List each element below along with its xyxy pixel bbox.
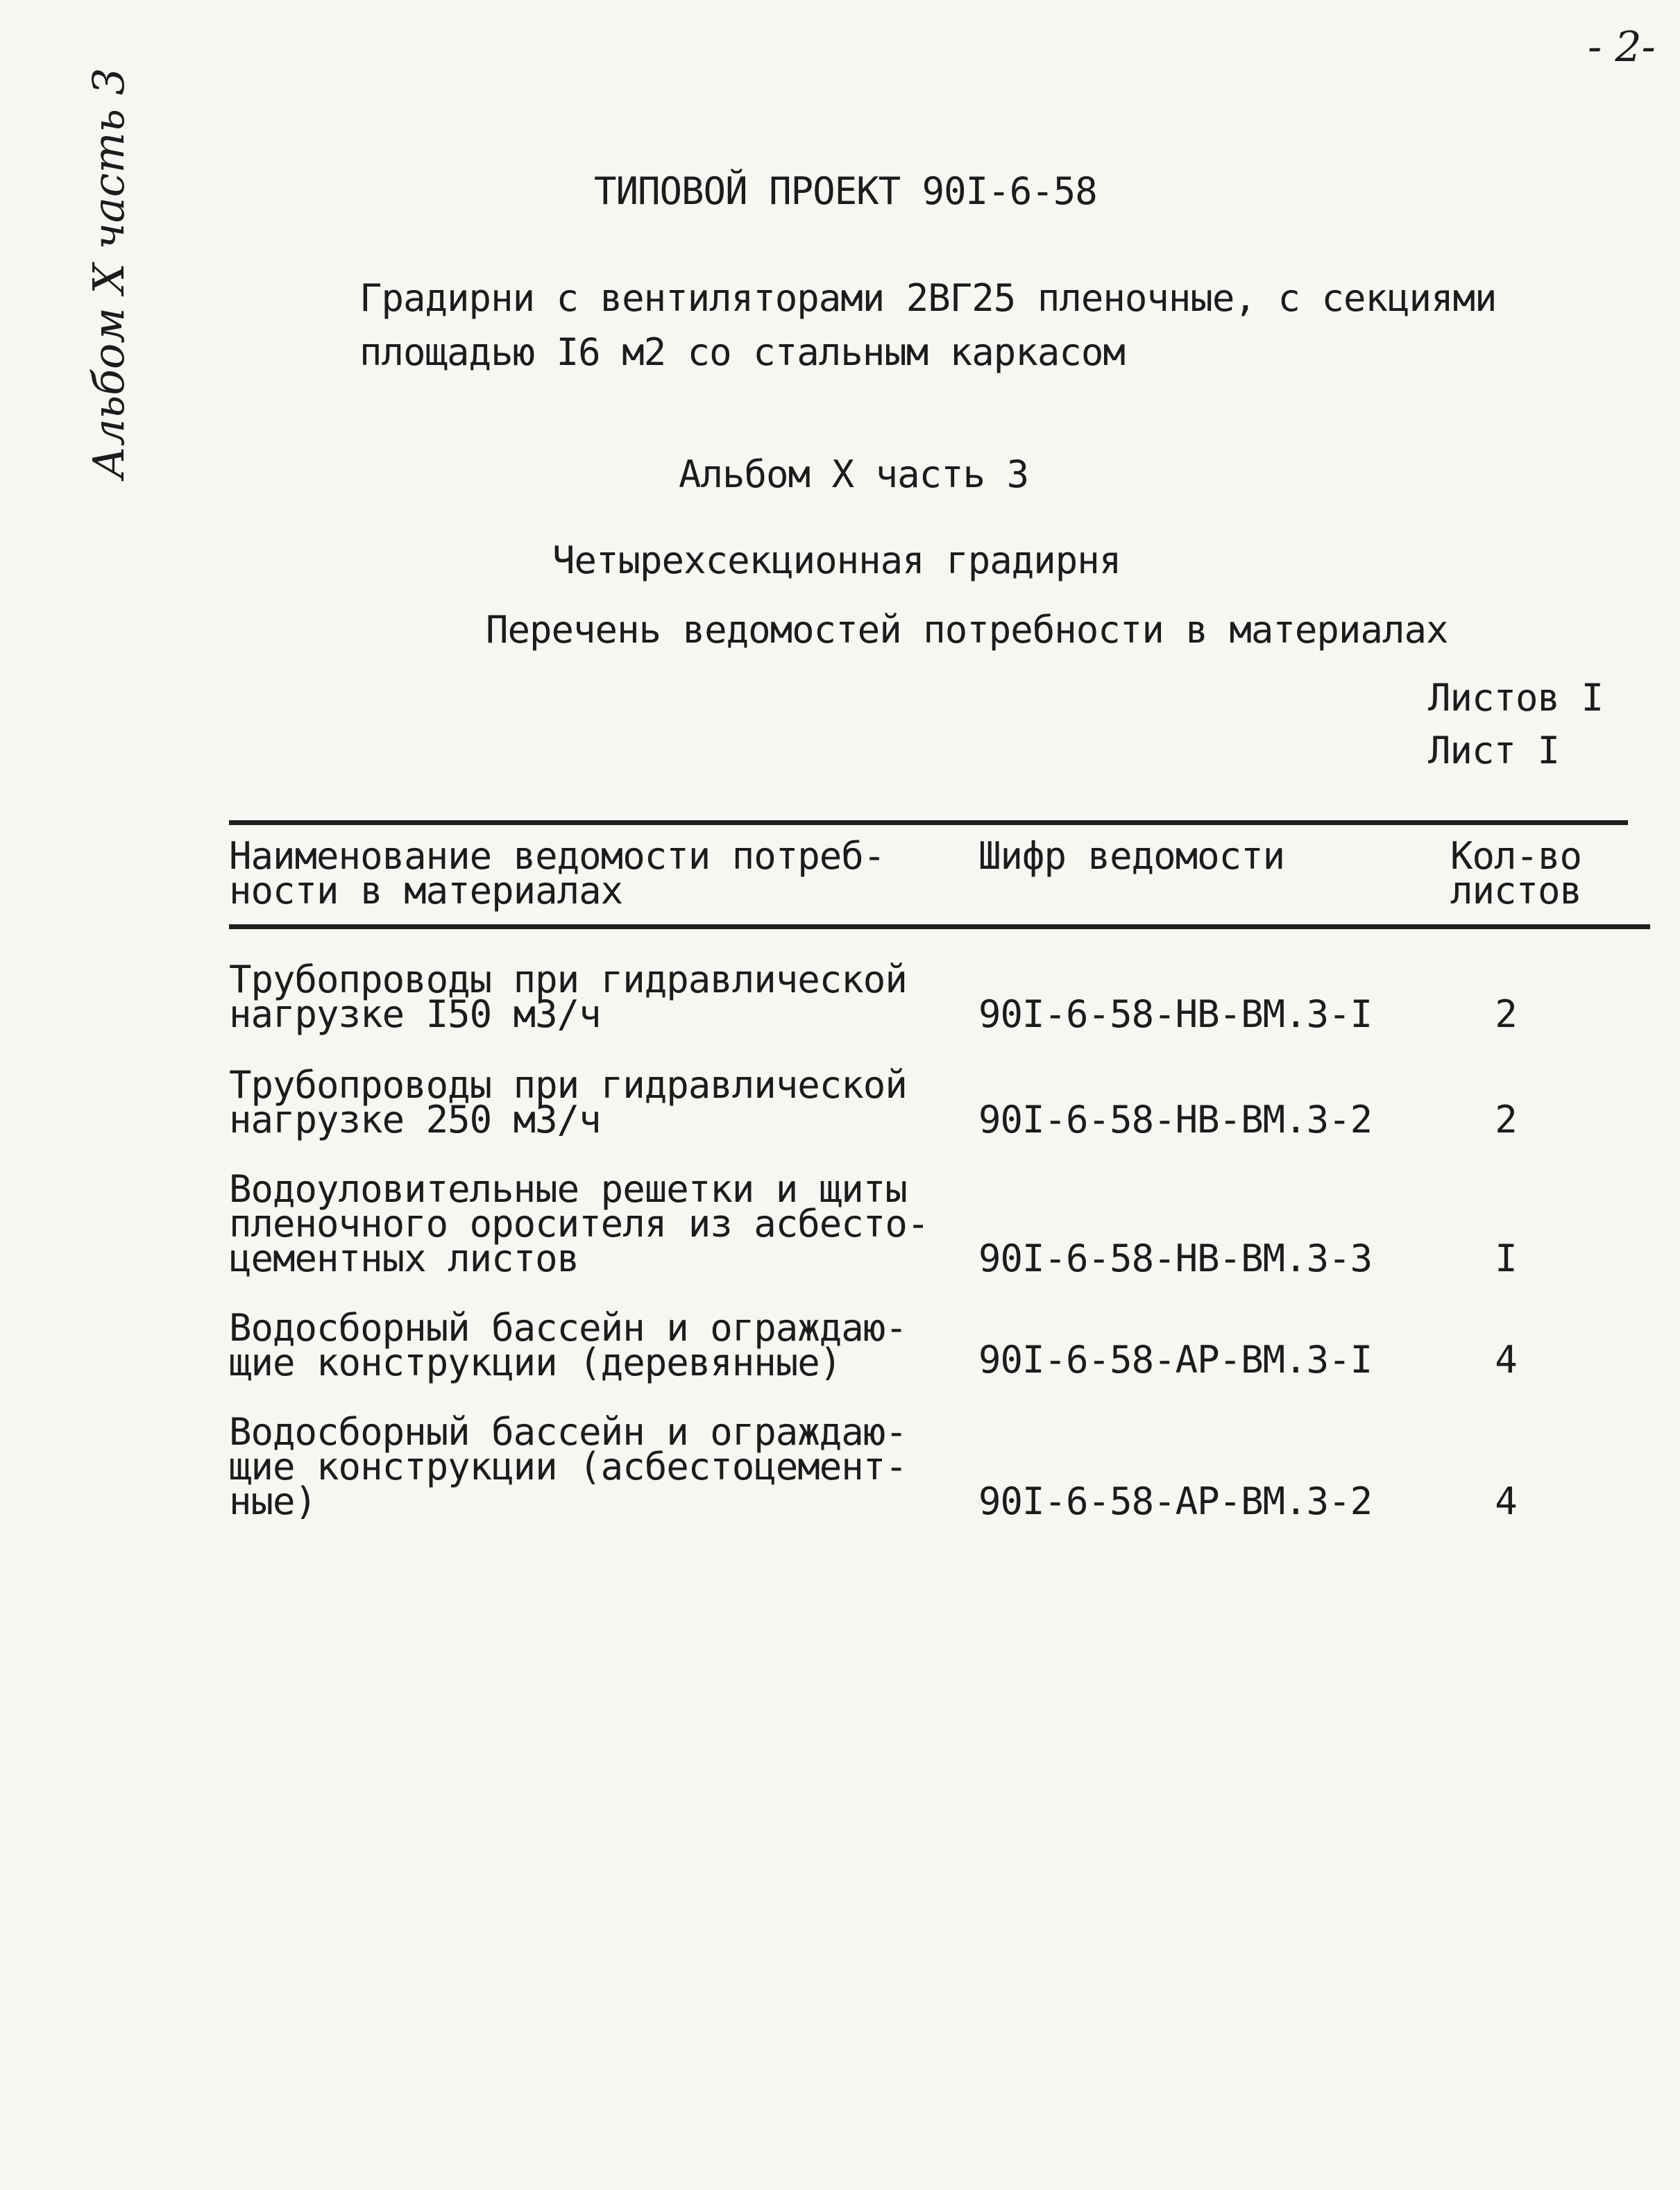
row-2-qty: 2 [1495, 1098, 1517, 1141]
row-5-qty: 4 [1495, 1479, 1517, 1523]
description-line-1: Градирни с вентиляторами 2ВГ25 пленочные, с секциями [359, 276, 1497, 320]
row-1-code: 90I-6-58-НВ-ВМ.3-I [978, 992, 1373, 1036]
row-3-name-line-3: цементных листов [229, 1237, 579, 1280]
row-3-code: 90I-6-58-НВ-ВМ.3-3 [978, 1237, 1373, 1280]
sheets-total: Листов I [1428, 676, 1604, 720]
row-1-qty: 2 [1495, 992, 1517, 1036]
row-2-code: 90I-6-58-НВ-ВМ.3-2 [978, 1098, 1373, 1141]
row-4-name-line-1: Водосборный бассейн и ограждаю- [229, 1306, 907, 1350]
header-code: Шифр ведомости [978, 834, 1285, 878]
row-4-code: 90I-6-58-АР-ВМ.3-I [978, 1338, 1373, 1382]
sheet-number: Лист I [1428, 729, 1560, 772]
header-name-line-2: ности в материалах [229, 869, 623, 912]
row-4-qty: 4 [1495, 1338, 1517, 1382]
row-5-name-line-1: Водосборный бассейн и ограждаю- [229, 1410, 907, 1454]
row-5-name-line-3: ные) [229, 1479, 317, 1523]
row-3-name-line-2: пленочного оросителя из асбесто- [229, 1202, 929, 1246]
row-3-qty: I [1495, 1237, 1517, 1280]
album-title: Альбом X часть 3 [679, 452, 1029, 496]
description-line-2: площадью I6 м2 со стальным каркасом [359, 330, 1125, 374]
row-2-name-line-2: нагрузке 250 м3/ч [229, 1098, 601, 1141]
row-1-name-line-1: Трубопроводы при гидравлической [229, 958, 907, 1001]
row-5-name-line-2: щие конструкции (асбестоцемент- [229, 1445, 907, 1488]
project-title: ТИПОВОЙ ПРОЕКТ 90I-6-58 [594, 169, 1097, 213]
table-header-rule [229, 924, 1650, 929]
header-qty-line-2: листов [1450, 869, 1582, 912]
table-top-rule [229, 820, 1628, 825]
row-4-name-line-2: щие конструкции (деревянные) [229, 1341, 842, 1384]
list-title: Перечень ведомостей потребности в материалах [486, 608, 1448, 652]
row-5-code: 90I-6-58-АР-ВМ.3-2 [978, 1479, 1373, 1523]
row-2-name-line-1: Трубопроводы при гидравлической [229, 1063, 907, 1107]
side-note: Альбом X часть 3 [83, 67, 134, 479]
header-name-line-1: Наименование ведомости потреб- [229, 834, 885, 878]
section-title: Четырехсекционная градирня [552, 538, 1121, 582]
page-number: - 2- [1588, 23, 1656, 71]
row-3-name-line-1: Водоуловительные решетки и щиты [229, 1167, 907, 1211]
header-qty-line-1: Кол-во [1450, 834, 1582, 878]
row-1-name-line-2: нагрузке I50 м3/ч [229, 992, 601, 1036]
